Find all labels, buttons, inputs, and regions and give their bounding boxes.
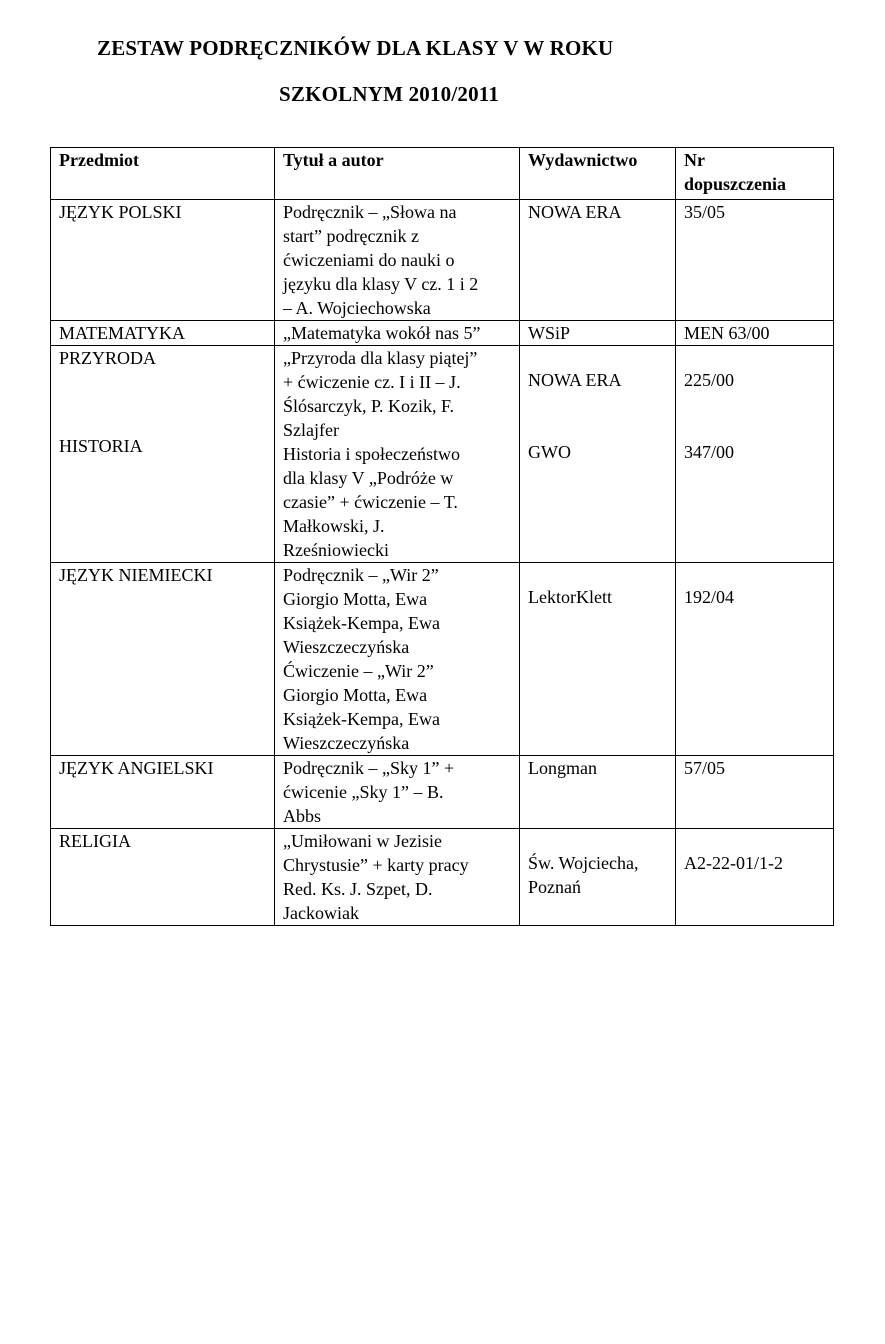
table-row: [51, 756, 834, 829]
title-line: Jackowiak: [283, 903, 359, 923]
title-line: Wieszczeczyńska: [283, 733, 410, 753]
title-line: Podręcznik – „Wir 2”: [283, 565, 439, 585]
title-line: Red. Ks. J. Szpet, D.: [283, 879, 433, 899]
cell-title-author: [275, 563, 520, 756]
publisher-value: LektorKlett: [528, 587, 612, 607]
table-row: [51, 200, 834, 321]
cell-subject: JĘZYK POLSKI: [51, 200, 275, 321]
cell-approval-number: [676, 346, 834, 563]
cell-publisher: [520, 829, 676, 926]
publisher-przyroda: NOWA ERA: [528, 370, 622, 390]
cell-title-author: [275, 829, 520, 926]
cell-approval-number: 35/05: [676, 200, 834, 321]
title-line: czasie” + ćwiczenie – T.: [283, 492, 458, 512]
document-title-line-1: ZESTAW PODRĘCZNIKÓW DLA KLASY V W ROKU: [97, 36, 614, 60]
cell-approval-number: [676, 829, 834, 926]
table-row: [51, 829, 834, 926]
cell-approval-number: [676, 563, 834, 756]
title-line: dla klasy V „Podróże w: [283, 468, 454, 488]
title-line: „Umiłowani w Jezisie: [283, 831, 442, 851]
header-subject: Przedmiot: [51, 148, 275, 200]
title-line: Szlajfer: [283, 420, 339, 440]
cell-publisher: Longman: [520, 756, 676, 829]
subject-przyroda: PRZYRODA: [59, 348, 157, 368]
title-line: ćwicenie „Sky 1” – B.: [283, 782, 444, 802]
cell-subject: [51, 346, 275, 563]
number-historia: 347/00: [684, 442, 735, 462]
title-line: Rześniowiecki: [283, 540, 389, 560]
cell-publisher: [520, 346, 676, 563]
header-title-author: Tytuł a autor: [275, 148, 520, 200]
title-line: Książek-Kempa, Ewa: [283, 709, 440, 729]
title-line: Książek-Kempa, Ewa: [283, 613, 440, 633]
title-line: Podręcznik – „Słowa na: [283, 202, 457, 222]
subject-historia: HISTORIA: [59, 436, 143, 456]
cell-title-author: [275, 200, 520, 321]
table-row: [51, 321, 834, 346]
title-line: Ćwiczenie – „Wir 2”: [283, 661, 434, 681]
publisher-line: Poznań: [528, 877, 581, 897]
cell-subject: JĘZYK ANGIELSKI: [51, 756, 275, 829]
number-value: 192/04: [684, 587, 735, 607]
table-header-row: [51, 148, 834, 200]
title-line: Giorgio Motta, Ewa: [283, 685, 428, 705]
title-line: Historia i społeczeństwo: [283, 444, 460, 464]
cell-approval-number: MEN 63/00: [676, 321, 834, 346]
textbook-table: [50, 147, 834, 926]
cell-subject: RELIGIA: [51, 829, 275, 926]
cell-publisher: NOWA ERA: [520, 200, 676, 321]
header-publisher: Wydawnictwo: [520, 148, 676, 200]
cell-title-author: [275, 346, 520, 563]
title-line: „Matematyka wokół nas 5”: [283, 323, 481, 343]
header-number-line-2: dopuszczenia: [684, 174, 787, 194]
publisher-line: Św. Wojciecha,: [528, 853, 639, 873]
title-line: Abbs: [283, 806, 322, 826]
title-line: języku dla klasy V cz. 1 i 2: [283, 274, 479, 294]
cell-subject: MATEMATYKA: [51, 321, 275, 346]
number-przyroda: 225/00: [684, 370, 735, 390]
title-line: ćwiczeniami do nauki o: [283, 250, 455, 270]
cell-publisher: WSiP: [520, 321, 676, 346]
title-line: + ćwiczenie cz. I i II – J.: [283, 372, 461, 392]
title-line: Chrystusie” + karty pracy: [283, 855, 469, 875]
title-line: Wieszczeczyńska: [283, 637, 410, 657]
title-line: „Przyroda dla klasy piątej”: [283, 348, 478, 368]
cell-publisher: [520, 563, 676, 756]
title-line: start” podręcznik z: [283, 226, 419, 246]
header-approval-number: [676, 148, 834, 200]
number-value: A2-22-01/1-2: [684, 853, 783, 873]
title-line: Małkowski, J.: [283, 516, 385, 536]
title-line: Giorgio Motta, Ewa: [283, 589, 428, 609]
cell-approval-number: 57/05: [676, 756, 834, 829]
publisher-historia: GWO: [528, 442, 571, 462]
header-number-line-1: Nr: [684, 150, 705, 170]
title-line: Podręcznik – „Sky 1” +: [283, 758, 455, 778]
table-row: [51, 346, 834, 563]
table-row: [51, 563, 834, 756]
cell-subject: JĘZYK NIEMIECKI: [51, 563, 275, 756]
document-title-line-2: SZKOLNYM 2010/2011: [279, 82, 500, 106]
title-line: – A. Wojciechowska: [283, 298, 431, 318]
cell-title-author: [275, 756, 520, 829]
cell-title-author: [275, 321, 520, 346]
title-line: Ślósarczyk, P. Kozik, F.: [283, 396, 455, 416]
